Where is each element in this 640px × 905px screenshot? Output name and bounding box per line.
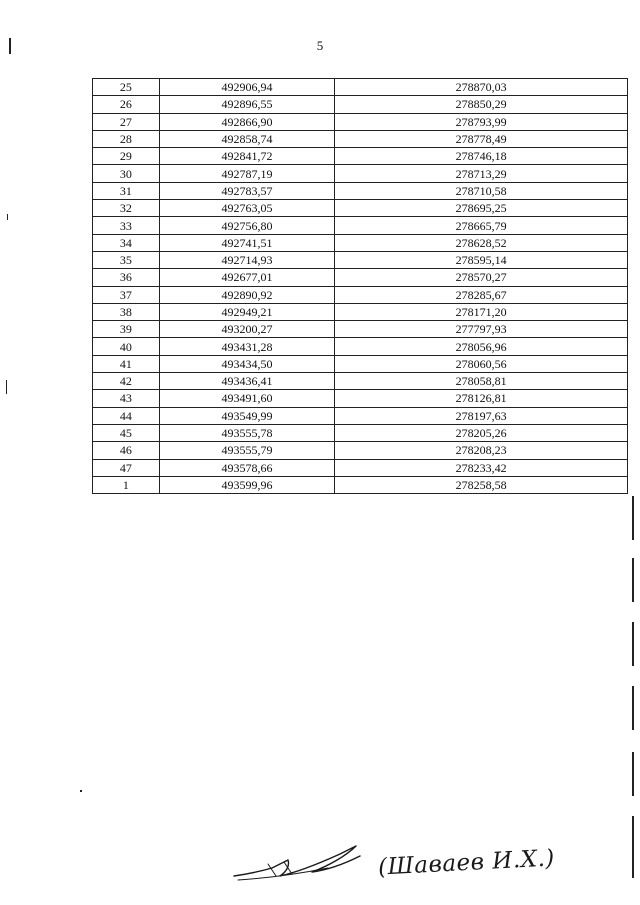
point-number-cell: 31 — [93, 182, 160, 199]
x-coordinate-cell: 492858,74 — [159, 130, 334, 147]
table-row — [93, 148, 628, 165]
table-row — [93, 373, 628, 390]
y-coordinate-cell: 278713,29 — [335, 165, 628, 182]
point-number-cell: 37 — [93, 286, 160, 303]
point-number-cell: 40 — [93, 338, 160, 355]
point-number-cell: 1 — [93, 476, 160, 493]
scan-mark-right-3 — [632, 622, 634, 666]
y-coordinate-cell: 278171,20 — [335, 303, 628, 320]
point-number-cell: 30 — [93, 165, 160, 182]
y-coordinate-cell: 278058,81 — [335, 373, 628, 390]
point-number-cell: 27 — [93, 113, 160, 130]
table-row — [93, 303, 628, 320]
x-coordinate-cell: 492783,57 — [159, 182, 334, 199]
scan-mark-right-2 — [632, 558, 634, 602]
table-row — [93, 182, 628, 199]
y-coordinate-cell: 278205,26 — [335, 424, 628, 441]
x-coordinate-cell: 493599,96 — [159, 476, 334, 493]
scan-mark-right-4 — [632, 686, 634, 730]
point-number-cell: 45 — [93, 424, 160, 441]
x-coordinate-cell: 493578,66 — [159, 459, 334, 476]
table-row — [93, 338, 628, 355]
point-number-cell: 34 — [93, 234, 160, 251]
table-row — [93, 390, 628, 407]
x-coordinate-cell: 492756,80 — [159, 217, 334, 234]
scan-mark-left-low — [6, 380, 7, 394]
table-row — [93, 286, 628, 303]
point-number-cell: 46 — [93, 442, 160, 459]
y-coordinate-cell: 277797,93 — [335, 321, 628, 338]
point-number-cell: 35 — [93, 251, 160, 268]
x-coordinate-cell: 492763,05 — [159, 200, 334, 217]
point-number-cell: 26 — [93, 96, 160, 113]
x-coordinate-cell: 492896,55 — [159, 96, 334, 113]
point-number-cell: 39 — [93, 321, 160, 338]
table-row — [93, 165, 628, 182]
table-row — [93, 442, 628, 459]
table-row — [93, 269, 628, 286]
x-coordinate-cell: 492841,72 — [159, 148, 334, 165]
x-coordinate-cell: 493549,99 — [159, 407, 334, 424]
scan-mark-left-mid — [7, 214, 8, 220]
y-coordinate-cell: 278850,29 — [335, 96, 628, 113]
y-coordinate-cell: 278628,52 — [335, 234, 628, 251]
x-coordinate-cell: 492866,90 — [159, 113, 334, 130]
x-coordinate-cell: 492949,21 — [159, 303, 334, 320]
coordinates-table-body — [93, 79, 628, 494]
scan-mark-right-5 — [632, 752, 634, 796]
handwritten-signature — [228, 838, 368, 888]
table-row — [93, 130, 628, 147]
y-coordinate-cell: 278570,27 — [335, 269, 628, 286]
table-row — [93, 424, 628, 441]
x-coordinate-cell: 492714,93 — [159, 251, 334, 268]
table-row — [93, 79, 628, 96]
x-coordinate-cell: 493434,50 — [159, 355, 334, 372]
page-number: 5 — [316, 38, 324, 53]
table-row — [93, 355, 628, 372]
table-row — [93, 96, 628, 113]
scan-mark-right-1 — [632, 496, 634, 540]
y-coordinate-cell: 278710,58 — [335, 182, 628, 199]
table-row — [93, 476, 628, 493]
table-row — [93, 321, 628, 338]
point-number-cell: 47 — [93, 459, 160, 476]
y-coordinate-cell: 278126,81 — [335, 390, 628, 407]
point-number-cell: 32 — [93, 200, 160, 217]
y-coordinate-cell: 278233,42 — [335, 459, 628, 476]
y-coordinate-cell: 278746,18 — [335, 148, 628, 165]
point-number-cell: 41 — [93, 355, 160, 372]
y-coordinate-cell: 278665,79 — [335, 217, 628, 234]
point-number-cell: 38 — [93, 303, 160, 320]
point-number-cell: 44 — [93, 407, 160, 424]
scan-mark-left-top — [9, 38, 11, 54]
point-number-cell: 42 — [93, 373, 160, 390]
y-coordinate-cell: 278208,23 — [335, 442, 628, 459]
y-coordinate-cell: 278060,56 — [335, 355, 628, 372]
y-coordinate-cell: 278285,67 — [335, 286, 628, 303]
point-number-cell: 29 — [93, 148, 160, 165]
x-coordinate-cell: 493200,27 — [159, 321, 334, 338]
table-row — [93, 407, 628, 424]
x-coordinate-cell: 493555,78 — [159, 424, 334, 441]
table-row — [93, 217, 628, 234]
point-number-cell: 43 — [93, 390, 160, 407]
y-coordinate-cell: 278870,03 — [335, 79, 628, 96]
x-coordinate-cell: 492906,94 — [159, 79, 334, 96]
y-coordinate-cell: 278258,58 — [335, 476, 628, 493]
x-coordinate-cell: 492787,19 — [159, 165, 334, 182]
table-row — [93, 113, 628, 130]
point-number-cell: 28 — [93, 130, 160, 147]
signature-name: (Шаваев И.Х.) — [377, 845, 556, 881]
coordinates-table — [92, 78, 628, 494]
y-coordinate-cell: 278695,25 — [335, 200, 628, 217]
x-coordinate-cell: 493491,60 — [159, 390, 334, 407]
scan-dot — [80, 790, 82, 792]
table-row — [93, 200, 628, 217]
x-coordinate-cell: 492890,92 — [159, 286, 334, 303]
scan-mark-right-7 — [632, 848, 634, 878]
x-coordinate-cell: 493555,79 — [159, 442, 334, 459]
point-number-cell: 25 — [93, 79, 160, 96]
x-coordinate-cell: 493436,41 — [159, 373, 334, 390]
y-coordinate-cell: 278595,14 — [335, 251, 628, 268]
table-row — [93, 234, 628, 251]
point-number-cell: 36 — [93, 269, 160, 286]
point-number-cell: 33 — [93, 217, 160, 234]
y-coordinate-cell: 278197,63 — [335, 407, 628, 424]
x-coordinate-cell: 493431,28 — [159, 338, 334, 355]
y-coordinate-cell: 278056,96 — [335, 338, 628, 355]
y-coordinate-cell: 278778,49 — [335, 130, 628, 147]
x-coordinate-cell: 492741,51 — [159, 234, 334, 251]
y-coordinate-cell: 278793,99 — [335, 113, 628, 130]
x-coordinate-cell: 492677,01 — [159, 269, 334, 286]
table-row — [93, 251, 628, 268]
table-row — [93, 459, 628, 476]
